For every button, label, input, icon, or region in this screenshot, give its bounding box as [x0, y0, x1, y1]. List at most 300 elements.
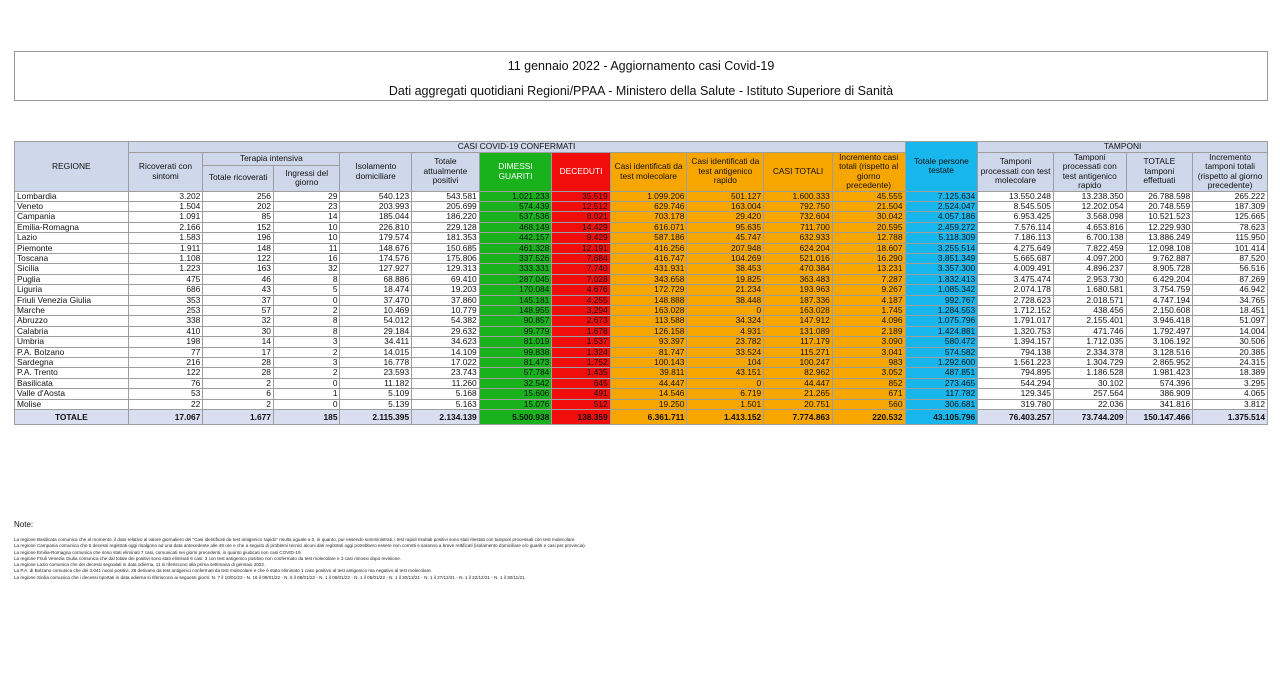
- value-cell: 77: [128, 347, 203, 357]
- value-cell: 44.447: [764, 378, 833, 388]
- value-cell: 45.555: [832, 191, 905, 201]
- value-cell: 14: [273, 212, 340, 222]
- value-cell: 104.269: [687, 253, 764, 263]
- value-cell: 20.385: [1193, 347, 1268, 357]
- value-cell: 3: [273, 337, 340, 347]
- value-cell: 1.677: [203, 410, 274, 425]
- value-cell: 46: [203, 274, 274, 284]
- value-cell: 99.838: [479, 347, 552, 357]
- col-header-ti-ingressi: Ingressi del giorno: [273, 165, 340, 191]
- col-header-isolamento: Isolamento domiciliare: [340, 152, 412, 191]
- value-cell: 2.150.608: [1126, 305, 1193, 315]
- value-cell: 53: [128, 389, 203, 399]
- value-cell: 196: [203, 233, 274, 243]
- value-cell: 13.238.350: [1053, 191, 1126, 201]
- region-cell: Liguria: [15, 285, 129, 295]
- value-cell: 148: [203, 243, 274, 253]
- value-cell: 12.202.054: [1053, 201, 1126, 211]
- value-cell: 18.474: [340, 285, 412, 295]
- col-header-positivi: Totale attualmente positivi: [412, 152, 480, 191]
- value-cell: 85: [203, 212, 274, 222]
- region-cell: Umbria: [15, 337, 129, 347]
- value-cell: 12.512: [552, 201, 610, 211]
- value-cell: 15.076: [479, 399, 552, 409]
- value-cell: 1.435: [552, 368, 610, 378]
- col-header-regione: REGIONE: [15, 142, 129, 192]
- value-cell: 4.676: [552, 285, 610, 295]
- value-cell: 337.526: [479, 253, 552, 263]
- region-cell: P.A. Trento: [15, 368, 129, 378]
- value-cell: 76: [128, 378, 203, 388]
- value-cell: 17.067: [128, 410, 203, 425]
- table-row: [15, 399, 1268, 409]
- region-cell: Veneto: [15, 201, 129, 211]
- value-cell: 2.074.178: [978, 285, 1054, 295]
- value-cell: 104: [687, 358, 764, 368]
- value-cell: 122: [128, 368, 203, 378]
- value-cell: 122: [203, 253, 274, 263]
- value-cell: 1.712.152: [978, 305, 1054, 315]
- value-cell: 16.778: [340, 358, 412, 368]
- value-cell: 19.250: [610, 399, 687, 409]
- value-cell: 2: [203, 399, 274, 409]
- value-cell: 16.290: [832, 253, 905, 263]
- value-cell: 1.981.423: [1126, 368, 1193, 378]
- value-cell: 1.075.796: [905, 316, 978, 326]
- value-cell: 126.158: [610, 326, 687, 336]
- value-cell: 163.004: [687, 201, 764, 211]
- value-cell: 3.128.516: [1126, 347, 1193, 357]
- region-cell: Abruzzo: [15, 316, 129, 326]
- value-cell: 45.747: [687, 233, 764, 243]
- value-cell: 792.750: [764, 201, 833, 211]
- value-cell: 2.953.730: [1053, 274, 1126, 284]
- value-cell: 540.123: [340, 191, 412, 201]
- value-cell: 3.475.474: [978, 274, 1054, 284]
- value-cell: 170.084: [479, 285, 552, 295]
- value-cell: 23: [273, 201, 340, 211]
- col-header-persone-testate: Totale persone testate: [905, 142, 978, 192]
- value-cell: 521.016: [764, 253, 833, 263]
- value-cell: 4.187: [832, 295, 905, 305]
- value-cell: 7.576.114: [978, 222, 1054, 232]
- value-cell: 81.747: [610, 347, 687, 357]
- value-cell: 28: [203, 368, 274, 378]
- value-cell: 152: [203, 222, 274, 232]
- value-cell: 587.186: [610, 233, 687, 243]
- value-cell: 2.334.378: [1053, 347, 1126, 357]
- value-cell: 4.057.186: [905, 212, 978, 222]
- region-cell: Calabria: [15, 326, 129, 336]
- value-cell: 574.396: [1126, 378, 1193, 388]
- value-cell: 8: [273, 316, 340, 326]
- region-cell: Lombardia: [15, 191, 129, 201]
- value-cell: 115.950: [1193, 233, 1268, 243]
- value-cell: 202: [203, 201, 274, 211]
- value-cell: 29.420: [687, 212, 764, 222]
- value-cell: 2.155.401: [1053, 316, 1126, 326]
- value-cell: 131.089: [764, 326, 833, 336]
- value-cell: 229.128: [412, 222, 480, 232]
- value-cell: 338: [128, 316, 203, 326]
- value-cell: 57: [203, 305, 274, 315]
- value-cell: 38.448: [687, 295, 764, 305]
- value-cell: 95.635: [687, 222, 764, 232]
- value-cell: 3.052: [832, 368, 905, 378]
- value-cell: 2: [273, 368, 340, 378]
- col-header-tamponi-molecolare: Tamponi processati con test molecolare: [978, 152, 1054, 191]
- value-cell: 11.260: [412, 378, 480, 388]
- value-cell: 2.728.623: [978, 295, 1054, 305]
- value-cell: 148.955: [479, 305, 552, 315]
- group-header-tamponi: TAMPONI: [978, 142, 1268, 153]
- value-cell: 129.345: [978, 389, 1054, 399]
- value-cell: 2.524.047: [905, 201, 978, 211]
- value-cell: 794.138: [978, 347, 1054, 357]
- region-cell: Puglia: [15, 274, 129, 284]
- col-header-dimessi: DIMESSI GUARITI: [479, 152, 552, 191]
- value-cell: 21.265: [764, 389, 833, 399]
- value-cell: 193.963: [764, 285, 833, 295]
- value-cell: 163.028: [610, 305, 687, 315]
- value-cell: 37: [203, 295, 274, 305]
- value-cell: 4.747.194: [1126, 295, 1193, 305]
- value-cell: 4.931: [687, 326, 764, 336]
- value-cell: 3.106.192: [1126, 337, 1193, 347]
- value-cell: 30.042: [832, 212, 905, 222]
- value-cell: 29.184: [340, 326, 412, 336]
- value-cell: 1.583: [128, 233, 203, 243]
- value-cell: 11.182: [340, 378, 412, 388]
- value-cell: 6.361.711: [610, 410, 687, 425]
- region-cell: Lazio: [15, 233, 129, 243]
- value-cell: 17.022: [412, 358, 480, 368]
- covid-data-table: [14, 141, 1268, 425]
- value-cell: 11: [273, 243, 340, 253]
- col-header-incremento-casi: Incremento casi totali (rispetto al giorno precedente): [832, 152, 905, 191]
- notes-list: [14, 537, 1264, 581]
- table-row: [15, 274, 1268, 284]
- value-cell: 43.105.796: [905, 410, 978, 425]
- value-cell: 265.222: [1193, 191, 1268, 201]
- value-cell: 7.287: [832, 274, 905, 284]
- value-cell: 101.414: [1193, 243, 1268, 253]
- region-cell: P.A. Bolzano: [15, 347, 129, 357]
- value-cell: 6.953.425: [978, 212, 1054, 222]
- value-cell: 22: [128, 399, 203, 409]
- col-header-deceduti: DECEDUTI: [552, 152, 610, 191]
- value-cell: 10.779: [412, 305, 480, 315]
- value-cell: 1.600.333: [764, 191, 833, 201]
- table-row: [15, 212, 1268, 222]
- note-line: La regione Sicilia comunica che i decessi riportati in data odierna si riferiscono ai seguenti giorni: N. 7 il 10/01/22 - N. 16 il 09/01/22 - N. 5 il 08/01/22 - N. 1 il 06/01/22 - N. 1 il 05/01/22 - N. 1 il 30/12/21 - N. 1 il 27/12/21 - N. 1 il 22/12/21 - N. 1 il 30/11/21.: [14, 574, 526, 580]
- value-cell: 671: [832, 389, 905, 399]
- value-cell: 5.168: [412, 389, 480, 399]
- value-cell: 51.097: [1193, 316, 1268, 326]
- value-cell: 185.044: [340, 212, 412, 222]
- value-cell: 333.331: [479, 264, 552, 274]
- value-cell: 512: [552, 399, 610, 409]
- value-cell: 7.186.113: [978, 233, 1054, 243]
- value-cell: 1.304.729: [1053, 358, 1126, 368]
- value-cell: 4.896.237: [1053, 264, 1126, 274]
- region-cell: Campania: [15, 212, 129, 222]
- value-cell: 1.292.600: [905, 358, 978, 368]
- value-cell: 179.574: [340, 233, 412, 243]
- value-cell: 386.909: [1126, 389, 1193, 399]
- value-cell: 81.473: [479, 358, 552, 368]
- value-cell: 2.018.571: [1053, 295, 1126, 305]
- value-cell: 0: [687, 378, 764, 388]
- value-cell: 1.021.233: [479, 191, 552, 201]
- value-cell: 9.267: [832, 285, 905, 295]
- value-cell: 343.658: [610, 274, 687, 284]
- value-cell: 544.294: [978, 378, 1054, 388]
- value-cell: 117.782: [905, 389, 978, 399]
- value-cell: 543.581: [412, 191, 480, 201]
- note-line: La regione Campania comunica che 5 decessi registrati oggi risalgono ad una data antecedente alle 48 ore e che a seguito di problemi tecnici alcuni dati registrati oggi potrebbero essere non corretti e saranno a breve rettificati (isolamento domiciliare e/o guariti e casi per provincia).: [14, 543, 586, 549]
- value-cell: 34.324: [687, 316, 764, 326]
- value-cell: 2.166: [128, 222, 203, 232]
- value-cell: 1.099.206: [610, 191, 687, 201]
- value-cell: 6.429.204: [1126, 274, 1193, 284]
- value-cell: 115.271: [764, 347, 833, 357]
- value-cell: 1.284.553: [905, 305, 978, 315]
- col-header-ricoverati: Ricoverati con sintomi: [128, 152, 203, 191]
- value-cell: 353: [128, 295, 203, 305]
- value-cell: 8.905.728: [1126, 264, 1193, 274]
- page-title: 11 gennaio 2022 - Aggiornamento casi Covid-19: [507, 59, 775, 73]
- value-cell: 4.096: [832, 316, 905, 326]
- value-cell: 5: [273, 285, 340, 295]
- value-cell: 185: [273, 410, 340, 425]
- value-cell: 4.653.816: [1053, 222, 1126, 232]
- value-cell: 10.469: [340, 305, 412, 315]
- value-cell: 39.811: [610, 368, 687, 378]
- value-cell: 1.745: [832, 305, 905, 315]
- value-cell: 81.019: [479, 337, 552, 347]
- table-row: [15, 233, 1268, 243]
- value-cell: 187.336: [764, 295, 833, 305]
- value-cell: 7.028: [552, 274, 610, 284]
- value-cell: 1.320.753: [978, 326, 1054, 336]
- col-header-ti-totale: Totale ricoverati: [203, 165, 274, 191]
- value-cell: 150.685: [412, 243, 480, 253]
- value-cell: 1.792.497: [1126, 326, 1193, 336]
- value-cell: 32: [273, 264, 340, 274]
- value-cell: 2.189: [832, 326, 905, 336]
- col-header-tamponi-totale: TOTALE tamponi effettuati: [1126, 152, 1193, 191]
- value-cell: 3.090: [832, 337, 905, 347]
- value-cell: 3.568.098: [1053, 212, 1126, 222]
- value-cell: 2.134.139: [412, 410, 480, 425]
- value-cell: 29: [273, 191, 340, 201]
- value-cell: 13.550.248: [978, 191, 1054, 201]
- value-cell: 3.294: [552, 305, 610, 315]
- value-cell: 21.234: [687, 285, 764, 295]
- value-cell: 3.041: [832, 347, 905, 357]
- value-cell: 172.729: [610, 285, 687, 295]
- value-cell: 1.324: [552, 347, 610, 357]
- value-cell: 14.004: [1193, 326, 1268, 336]
- value-cell: 794.895: [978, 368, 1054, 378]
- value-cell: 87.269: [1193, 274, 1268, 284]
- value-cell: 2: [273, 305, 340, 315]
- value-cell: 35.519: [552, 191, 610, 201]
- value-cell: 629.746: [610, 201, 687, 211]
- value-cell: 624.204: [764, 243, 833, 253]
- value-cell: 703.178: [610, 212, 687, 222]
- region-cell: Friuli Venezia Giulia: [15, 295, 129, 305]
- value-cell: 8.021: [552, 212, 610, 222]
- value-cell: 5.109: [340, 389, 412, 399]
- value-cell: 7.125.634: [905, 191, 978, 201]
- value-cell: 732.604: [764, 212, 833, 222]
- value-cell: 4.009.491: [978, 264, 1054, 274]
- value-cell: 12.788: [832, 233, 905, 243]
- value-cell: 0: [687, 305, 764, 315]
- note-line: La regione Basilicata comunica che al momento, il dato relativo al valore giornaliero dei "Casi identificati da test antigenico rapido" risulta uguale a 0, in quanto, pur essendo somministrati, i test rapidi risultati positivi sono stati ritestati con tamponi processati con test molecolare.: [14, 537, 576, 542]
- value-cell: 43.151: [687, 368, 764, 378]
- table-row: [15, 264, 1268, 274]
- value-cell: 12.098.108: [1126, 243, 1193, 253]
- value-cell: 491: [552, 389, 610, 399]
- value-cell: 15.606: [479, 389, 552, 399]
- value-cell: 99.779: [479, 326, 552, 336]
- table-body: [15, 191, 1268, 425]
- value-cell: 181.353: [412, 233, 480, 243]
- value-cell: 471.746: [1053, 326, 1126, 336]
- value-cell: 9.762.887: [1126, 253, 1193, 263]
- value-cell: 186.220: [412, 212, 480, 222]
- value-cell: 138.359: [552, 410, 610, 425]
- value-cell: 3.357.300: [905, 264, 978, 274]
- value-cell: 574.582: [905, 347, 978, 357]
- value-cell: 3.295: [1193, 378, 1268, 388]
- value-cell: 487.851: [905, 368, 978, 378]
- value-cell: 3.754.759: [1126, 285, 1193, 295]
- value-cell: 6.700.138: [1053, 233, 1126, 243]
- value-cell: 21.504: [832, 201, 905, 211]
- table-row: [15, 305, 1268, 315]
- value-cell: 1.108: [128, 253, 203, 263]
- value-cell: 470.384: [764, 264, 833, 274]
- value-cell: 9.429: [552, 233, 610, 243]
- value-cell: 1.394.157: [978, 337, 1054, 347]
- value-cell: 1.791.017: [978, 316, 1054, 326]
- value-cell: 17: [203, 347, 274, 357]
- value-cell: 1.561.223: [978, 358, 1054, 368]
- value-cell: 273.465: [905, 378, 978, 388]
- value-cell: 220.532: [832, 410, 905, 425]
- col-header-casi-totali: CASI TOTALI: [764, 152, 833, 191]
- value-cell: 82.962: [764, 368, 833, 378]
- value-cell: 319.780: [978, 399, 1054, 409]
- value-cell: 32: [203, 316, 274, 326]
- table-row: [15, 201, 1268, 211]
- value-cell: 30: [203, 326, 274, 336]
- value-cell: 56.516: [1193, 264, 1268, 274]
- region-cell: Sardegna: [15, 358, 129, 368]
- value-cell: 205.699: [412, 201, 480, 211]
- value-cell: 125.665: [1193, 212, 1268, 222]
- value-cell: 501.127: [687, 191, 764, 201]
- region-cell: Basilicata: [15, 378, 129, 388]
- region-cell: Valle d'Aosta: [15, 389, 129, 399]
- value-cell: 34.623: [412, 337, 480, 347]
- region-cell: TOTALE: [15, 410, 129, 425]
- value-cell: 26.788.598: [1126, 191, 1193, 201]
- value-cell: 14.429: [552, 222, 610, 232]
- value-cell: 5.118.309: [905, 233, 978, 243]
- value-cell: 69.410: [412, 274, 480, 284]
- table-row: [15, 285, 1268, 295]
- value-cell: 37.470: [340, 295, 412, 305]
- value-cell: 6: [203, 389, 274, 399]
- value-cell: 7.774.863: [764, 410, 833, 425]
- value-cell: 992.767: [905, 295, 978, 305]
- value-cell: 410: [128, 326, 203, 336]
- value-cell: 150.147.466: [1126, 410, 1193, 425]
- value-cell: 3.946.418: [1126, 316, 1193, 326]
- value-cell: 16: [273, 253, 340, 263]
- value-cell: 7.684: [552, 253, 610, 263]
- value-cell: 37.860: [412, 295, 480, 305]
- value-cell: 0: [273, 295, 340, 305]
- table-row: [15, 243, 1268, 253]
- value-cell: 2: [273, 347, 340, 357]
- table-row: [15, 253, 1268, 263]
- value-cell: 14.546: [610, 389, 687, 399]
- value-cell: 645: [552, 378, 610, 388]
- value-cell: 226.810: [340, 222, 412, 232]
- value-cell: 1: [273, 389, 340, 399]
- region-cell: Piemonte: [15, 243, 129, 253]
- value-cell: 580.472: [905, 337, 978, 347]
- value-cell: 68.886: [340, 274, 412, 284]
- value-cell: 19.825: [687, 274, 764, 284]
- value-cell: 475: [128, 274, 203, 284]
- value-cell: 686: [128, 285, 203, 295]
- value-cell: 32.542: [479, 378, 552, 388]
- value-cell: 287.045: [479, 274, 552, 284]
- value-cell: 46.942: [1193, 285, 1268, 295]
- value-cell: 198: [128, 337, 203, 347]
- value-cell: 560: [832, 399, 905, 409]
- value-cell: 1.223: [128, 264, 203, 274]
- value-cell: 29.632: [412, 326, 480, 336]
- value-cell: 22.036: [1053, 399, 1126, 409]
- value-cell: 54.382: [412, 316, 480, 326]
- value-cell: 14.015: [340, 347, 412, 357]
- value-cell: 1.680.581: [1053, 285, 1126, 295]
- table-row: [15, 358, 1268, 368]
- value-cell: 3.812: [1193, 399, 1268, 409]
- value-cell: 100.143: [610, 358, 687, 368]
- value-cell: 1.413.152: [687, 410, 764, 425]
- value-cell: 468.149: [479, 222, 552, 232]
- value-cell: 34.411: [340, 337, 412, 347]
- value-cell: 38.453: [687, 264, 764, 274]
- value-cell: 1.911: [128, 243, 203, 253]
- note-line: La regione Friuli Venezia Giulia comunica che dal totale dei positivi sono stati eliminati 6 casi: 3 con test antigenico positivo non confermato da test molecolare e 3 casi rimossi dopo revisione.: [14, 555, 402, 561]
- value-cell: 1.504: [128, 201, 203, 211]
- value-cell: 3.255.514: [905, 243, 978, 253]
- note-line: La regione Emilia-Romagna comunica che sono stati eliminati 7 casi, comunicati nei giorni precedenti, in quanto giudicati non casi COVID-19.: [14, 549, 302, 555]
- value-cell: 18.607: [832, 243, 905, 253]
- value-cell: 8: [273, 326, 340, 336]
- table-row: [15, 347, 1268, 357]
